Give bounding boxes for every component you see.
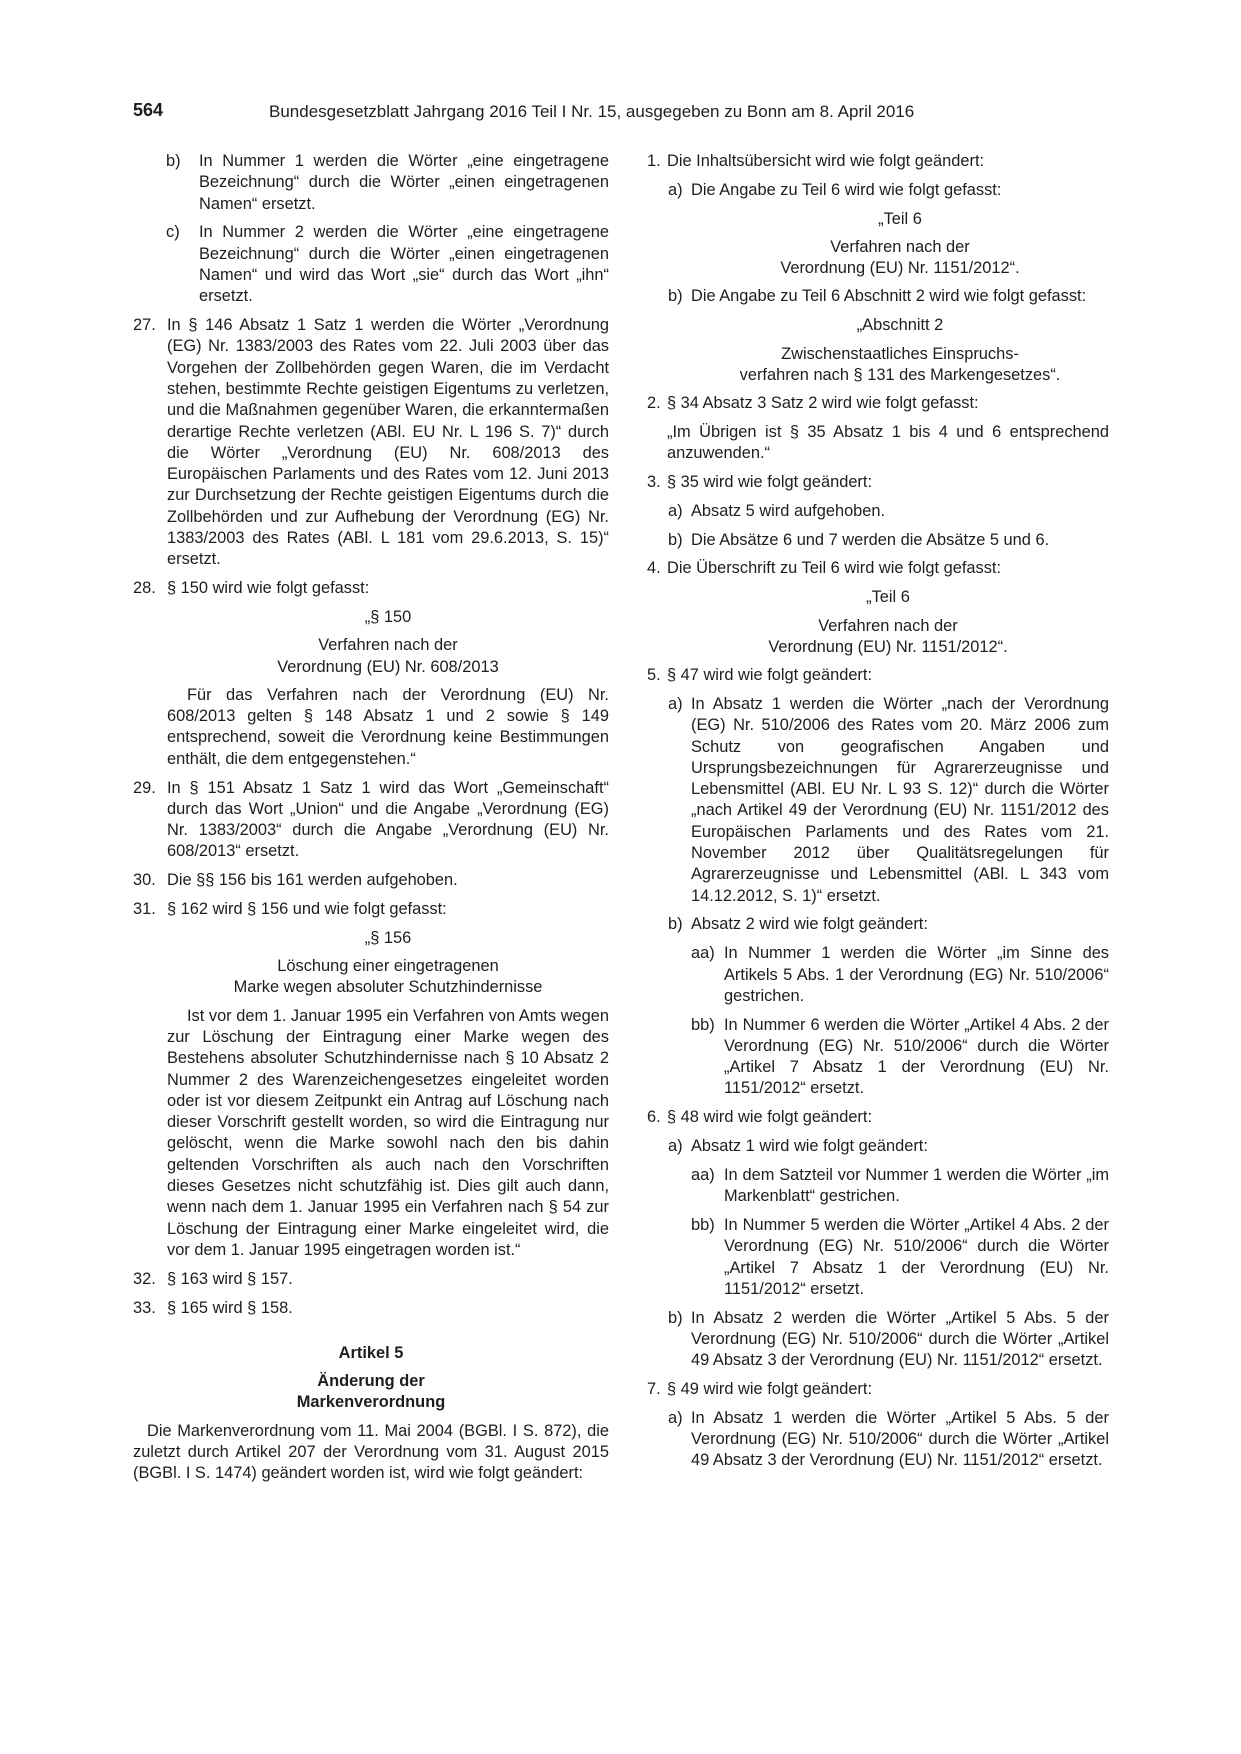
item-2	[647, 393, 1109, 414]
left-column	[133, 151, 609, 1492]
item-32	[133, 1269, 609, 1290]
item-label: 27.	[133, 316, 156, 335]
item-text: In Absatz 1 werden die Wörter „Artikel 5 Abs. 5 der Verordnung (EG) Nr. 510/2006“ durch die Wörter „Artikel 49 Absatz 3 der Verordnung (EU) Nr. 1151/2012“ ersetzt.	[691, 1408, 1109, 1470]
item-label: 2.	[647, 394, 661, 413]
item-29	[133, 778, 609, 863]
item-31	[133, 899, 609, 920]
item-30	[133, 870, 609, 891]
item-5	[647, 665, 1109, 686]
item-text: § 34 Absatz 3 Satz 2 wird wie folgt gefasst:	[667, 394, 979, 413]
item-label: a)	[668, 1408, 683, 1427]
item-label: 6.	[647, 1108, 661, 1127]
quoted-heading-line: Verfahren nach der	[818, 616, 958, 635]
item-text: § 48 wird wie folgt geändert:	[667, 1108, 873, 1127]
item-7	[647, 1379, 1109, 1400]
item-text: § 35 wird wie folgt geändert:	[667, 473, 873, 492]
subitem-c	[133, 222, 609, 307]
item-label: bb)	[691, 1015, 715, 1034]
item-text: In Nummer 2 werden die Wörter „eine eingetragene Bezeichnung“ durch die Wörter „einen eingetragenen Namen“ und wird das Wort „sie“ durch das Wort „ihn“ ersetzt.	[199, 223, 609, 306]
item-label: b)	[668, 1308, 683, 1327]
item-text: In § 151 Absatz 1 Satz 1 wird das Wort „Gemeinschaft“ durch das Wort „Union“ und die Angabe „Verordnung (EG) Nr. 1383/2003“ durch die Angabe „Verordnung (EU) Nr. 608/2013“ ersetzt.	[167, 778, 609, 861]
item-text: In Nummer 1 werden die Wörter „eine eingetragene Bezeichnung“ durch die Wörter „einen eingetragenen Namen“ ersetzt.	[199, 152, 609, 213]
quoted-heading: „Teil 6	[878, 209, 922, 228]
right-column	[647, 151, 1109, 1479]
item-label: 32.	[133, 1269, 156, 1288]
item-28	[133, 578, 609, 599]
section-title-line: Löschung einer eingetragenen	[277, 957, 499, 976]
item-label: 3.	[647, 473, 661, 492]
item-text: In Nummer 6 werden die Wörter „Artikel 4 Abs. 2 der Verordnung (EG) Nr. 510/2006“ durch die Wörter „Artikel 7 Absatz 1 der Verordnung (EU) Nr. 1151/2012“ ersetzt.	[724, 1015, 1109, 1098]
article-title: Artikel 5	[338, 1343, 404, 1362]
subitem-6b	[647, 1308, 1109, 1372]
subitem-1a	[647, 180, 1109, 201]
item-text: § 162 wird § 156 und wie folgt gefasst:	[167, 900, 447, 918]
quoted-heading-line: Verordnung (EU) Nr. 1151/2012“.	[780, 259, 1020, 278]
subitem-7a	[647, 1408, 1109, 1472]
item-text: In Absatz 2 werden die Wörter „Artikel 5 Abs. 5 der Verordnung (EG) Nr. 510/2006“ durch die Wörter „Artikel 49 Absatz 3 der Verordnung (EU) Nr. 1151/2012“ ersetzt.	[691, 1308, 1109, 1370]
subitem-3a	[647, 501, 1109, 522]
quoted-heading-line: Zwischenstaatliches Einspruchs-	[781, 344, 1019, 363]
subitem-5b-bb	[647, 1015, 1109, 1100]
item-text: § 163 wird § 157.	[167, 1269, 293, 1288]
subitem-6a-aa	[647, 1165, 1109, 1208]
article-intro: Die Markenverordnung vom 11. Mai 2004 (BGBl. I S. 872), die zuletzt durch Artikel 207 der Verordnung vom 31. August 2015 (BGBl. I S. 1474) geändert worden ist, wird wie folgt geändert:	[133, 1421, 609, 1483]
item-label: a)	[668, 501, 683, 520]
item-label: b)	[166, 152, 181, 170]
item-text: Absatz 2 wird wie folgt geändert:	[691, 915, 928, 934]
item-text: In dem Satzteil vor Nummer 1 werden die Wörter „im Markenblatt“ gestrichen.	[724, 1165, 1109, 1206]
item-text: Die Inhaltsübersicht wird wie folgt geändert:	[667, 152, 985, 170]
item-1	[647, 151, 1109, 172]
section-heading: „§ 156	[364, 928, 412, 947]
subitem-6a	[647, 1136, 1109, 1157]
quoted-heading-line: Verfahren nach der	[830, 237, 970, 256]
item-27	[133, 315, 609, 571]
item-text: § 47 wird wie folgt geändert:	[667, 666, 873, 685]
item-text: Die Überschrift zu Teil 6 wird wie folgt gefasst:	[667, 559, 1002, 578]
item-text: § 165 wird § 158.	[167, 1298, 293, 1317]
item-label: a)	[668, 694, 683, 713]
item-label: aa)	[691, 944, 715, 963]
subitem-6a-bb	[647, 1215, 1109, 1300]
item-3	[647, 472, 1109, 493]
subitem-5b-aa	[647, 943, 1109, 1007]
item-text: In Nummer 1 werden die Wörter „im Sinne des Artikels 5 Abs. 1 der Verordnung (EG) Nr. 510/2006“ gestrichen.	[724, 944, 1109, 1005]
subitem-b	[133, 151, 609, 215]
subitem-1b	[647, 286, 1109, 307]
item-text: § 49 wird wie folgt geändert:	[667, 1380, 873, 1399]
item-text: In Nummer 5 werden die Wörter „Artikel 4 Abs. 2 der Verordnung (EG) Nr. 510/2006“ durch die Wörter „Artikel 7 Absatz 1 der Verordnung (EU) Nr. 1151/2012“ ersetzt.	[724, 1215, 1109, 1298]
section-title-line: Marke wegen absoluter Schutzhindernisse	[233, 978, 543, 997]
article-subtitle-line: Änderung der	[317, 1372, 425, 1391]
page-header	[133, 100, 1108, 126]
item-label: bb)	[691, 1215, 715, 1234]
section-title-line: Verordnung (EU) Nr. 608/2013	[277, 657, 499, 676]
item-label: a)	[668, 1137, 683, 1156]
item-label: 1.	[647, 152, 661, 170]
subitem-5a	[647, 694, 1109, 907]
quoted-body: Für das Verfahren nach der Verordnung (EU) Nr. 608/2013 gelten § 148 Absatz 1 und 2 sowie § 149 entsprechend, soweit die Verordnung keine Bestimmungen enthält, die dem entgegenstehen.“	[167, 685, 609, 768]
item-label: 30.	[133, 871, 156, 890]
page-number: 564	[133, 100, 164, 120]
item-text: Absatz 5 wird aufgehoben.	[691, 501, 886, 520]
quoted-body: „Im Übrigen ist § 35 Absatz 1 bis 4 und 6 entsprechend anzuwenden.“	[667, 422, 1109, 463]
item-label: b)	[668, 287, 683, 306]
item-text: In § 146 Absatz 1 Satz 1 werden die Wörter „Verordnung (EG) Nr. 1383/2003 des Rates vom 22. Juli 2003 über das Vorgehen der Zollbehörden gegen Waren, die im Verdacht stehen, bestimmte Rechte geistigen Eigentums zu verletzen, und die Maßnahmen gegenüber Waren, die erkanntermaßen derartige Rechte verletzen (ABl. EU Nr. L 196 S. 7)“ durch die Wörter „Verordnung (EU) Nr. 608/2013 des Europäischen Parlaments und des Rates vom 12. Juni 2013 zur Durchsetzung der Rechte geistigen Eigentums durch die Zollbehörden und zur Aufhebung der Verordnung (EG) Nr. 1383/2003 des Rates (ABl. L 181 vom 29.6.2013, S. 15)“ ersetzt.	[167, 316, 609, 569]
item-label: 5.	[647, 666, 661, 685]
section-title-line: Verfahren nach der	[318, 636, 458, 655]
item-label: 28.	[133, 579, 156, 598]
item-label: a)	[668, 180, 683, 199]
article-subtitle-line: Markenverordnung	[296, 1393, 446, 1412]
item-label: b)	[668, 915, 683, 934]
item-label: aa)	[691, 1165, 715, 1184]
item-label: 33.	[133, 1298, 156, 1317]
item-33	[133, 1298, 609, 1319]
section-heading: „§ 150	[364, 607, 412, 626]
item-text: § 150 wird wie folgt gefasst:	[167, 579, 370, 598]
gazette-title: Bundesgesetzblatt Jahrgang 2016 Teil I Nr. 15, ausgegeben zu Bonn am 8. April 2016	[269, 102, 915, 121]
quoted-body: Ist vor dem 1. Januar 1995 ein Verfahren von Amts wegen zur Löschung der Eintragung einer Marke wegen des Bestehens absoluter Schutzhindernisse nach § 10 Absatz 2 Nummer 2 des Warenzeichengesetzes eingeleitet worden oder ist vor diesem Zeitpunkt ein Antrag auf Löschung nach dieser Vorschrift gestellt worden, so wird die Eintragung nur gelöscht, wenn die Marke sowohl nach den bis dahin geltenden Vorschriften als auch nach den Vorschriften dieses Gesetzes nicht schutzfähig ist. Dies gilt auch dann, wenn nach dem 1. Januar 1995 ein Verfahren nach § 54 zur Löschung der Eintragung einer Marke eingeleitet wird, die vor dem 1. Januar 1995 eingetragen worden ist.“	[167, 1006, 609, 1259]
item-label: 29.	[133, 778, 156, 797]
item-label: 31.	[133, 900, 156, 918]
item-label: 7.	[647, 1380, 661, 1399]
item-label: 4.	[647, 559, 661, 578]
item-label: c)	[166, 223, 180, 242]
item-label: b)	[668, 530, 683, 549]
quoted-heading-line: Verordnung (EU) Nr. 1151/2012“.	[768, 637, 1008, 656]
quoted-heading-line: verfahren nach § 131 des Markengesetzes“.	[739, 365, 1061, 384]
subitem-5b	[647, 914, 1109, 935]
item-6	[647, 1107, 1109, 1128]
subitem-3b	[647, 530, 1109, 551]
item-text: Absatz 1 wird wie folgt geändert:	[691, 1137, 928, 1156]
item-text: Die Absätze 6 und 7 werden die Absätze 5 und 6.	[691, 530, 1050, 549]
item-text: Die Angabe zu Teil 6 Abschnitt 2 wird wie folgt gefasst:	[691, 287, 1087, 306]
item-text: In Absatz 1 werden die Wörter „nach der Verordnung (EG) Nr. 510/2006 des Rates vom 20. März 2006 zum Schutz von geografischen Angaben und Ursprungsbezeichnungen für Agrarerzeugnisse und Lebensmittel (ABl. EU Nr. L 93 S. 12)“ durch die Wörter „nach Artikel 49 der Verordnung (EU) Nr. 1151/2012 des Europäischen Parlaments und des Rates vom 21. November 2012 über Qualitätsregelungen für Agrarerzeugnisse und Lebensmittel (ABl. L 343 vom 14.12.2012, S. 1)“ ersetzt.	[691, 694, 1109, 905]
item-text: Die Angabe zu Teil 6 wird wie folgt gefasst:	[691, 180, 1002, 199]
quoted-heading: „Abschnitt 2	[856, 316, 944, 335]
quoted-heading: „Teil 6	[866, 588, 910, 607]
item-4	[647, 558, 1109, 579]
item-text: Die §§ 156 bis 161 werden aufgehoben.	[167, 871, 458, 890]
